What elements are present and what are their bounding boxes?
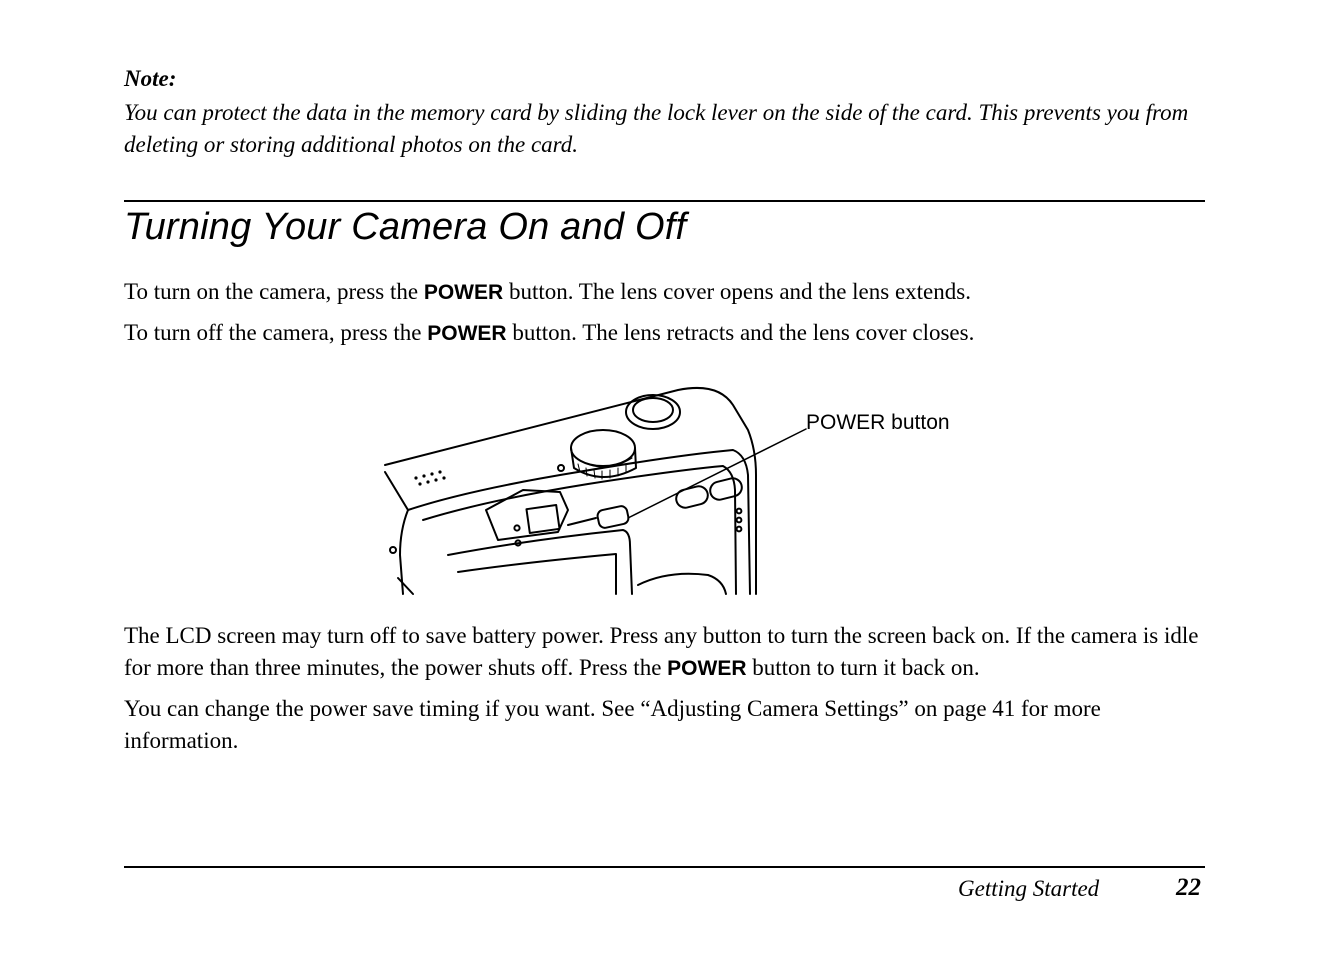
camera-body-side bbox=[385, 472, 408, 594]
paragraph-lcd-power-save bbox=[124, 620, 1214, 685]
zoom-button-right bbox=[708, 476, 743, 501]
footer-section-title: Getting Started bbox=[958, 876, 1100, 901]
note-label: Note: bbox=[124, 66, 177, 91]
paragraph-power-off bbox=[124, 317, 1214, 350]
footer-divider bbox=[124, 866, 1205, 868]
speaker-grille bbox=[414, 470, 445, 485]
power-keyword: POWER bbox=[423, 281, 504, 304]
camera-rear-inner bbox=[423, 466, 736, 594]
shutter-button-inner bbox=[633, 398, 673, 422]
power-button bbox=[596, 505, 629, 529]
section-heading: Turning Your Camera On and Off bbox=[124, 206, 687, 248]
paragraph-text: button. The lens retracts and the lens cover closes. bbox=[506, 320, 975, 345]
power-keyword: POWER bbox=[427, 322, 507, 345]
section-divider bbox=[124, 200, 1205, 202]
power-button-callout: POWER button bbox=[806, 411, 950, 434]
power-keyword: POWER bbox=[667, 657, 747, 680]
page-number: 22 bbox=[1176, 874, 1201, 901]
paragraph-text: The LCD screen may turn off to save battery power. Press any button to turn the screen back on. If the camera is idle for more than three minutes, the power shuts off. Press the bbox=[124, 623, 1199, 680]
paragraph-power-save-timing: You can change the power save timing if you want. See “Adjusting Camera Settings” on page 41 for more information. bbox=[124, 696, 1101, 753]
paragraph-power-on bbox=[124, 276, 1214, 309]
zoom-button-left bbox=[674, 484, 709, 509]
paragraph-text: button. The lens cover opens and the lens extends. bbox=[503, 279, 971, 304]
paragraph-text: To turn on the camera, press the bbox=[124, 279, 424, 304]
note-text: You can protect the data in the memory card by sliding the lock lever on the side of the card. This prevents you from deleting or storing additional photos on the card. bbox=[124, 100, 1189, 157]
paragraph-text: To turn off the camera, press the bbox=[124, 320, 428, 345]
paragraph-text: button to turn it back on. bbox=[746, 655, 980, 680]
camera-body-top bbox=[385, 388, 756, 594]
